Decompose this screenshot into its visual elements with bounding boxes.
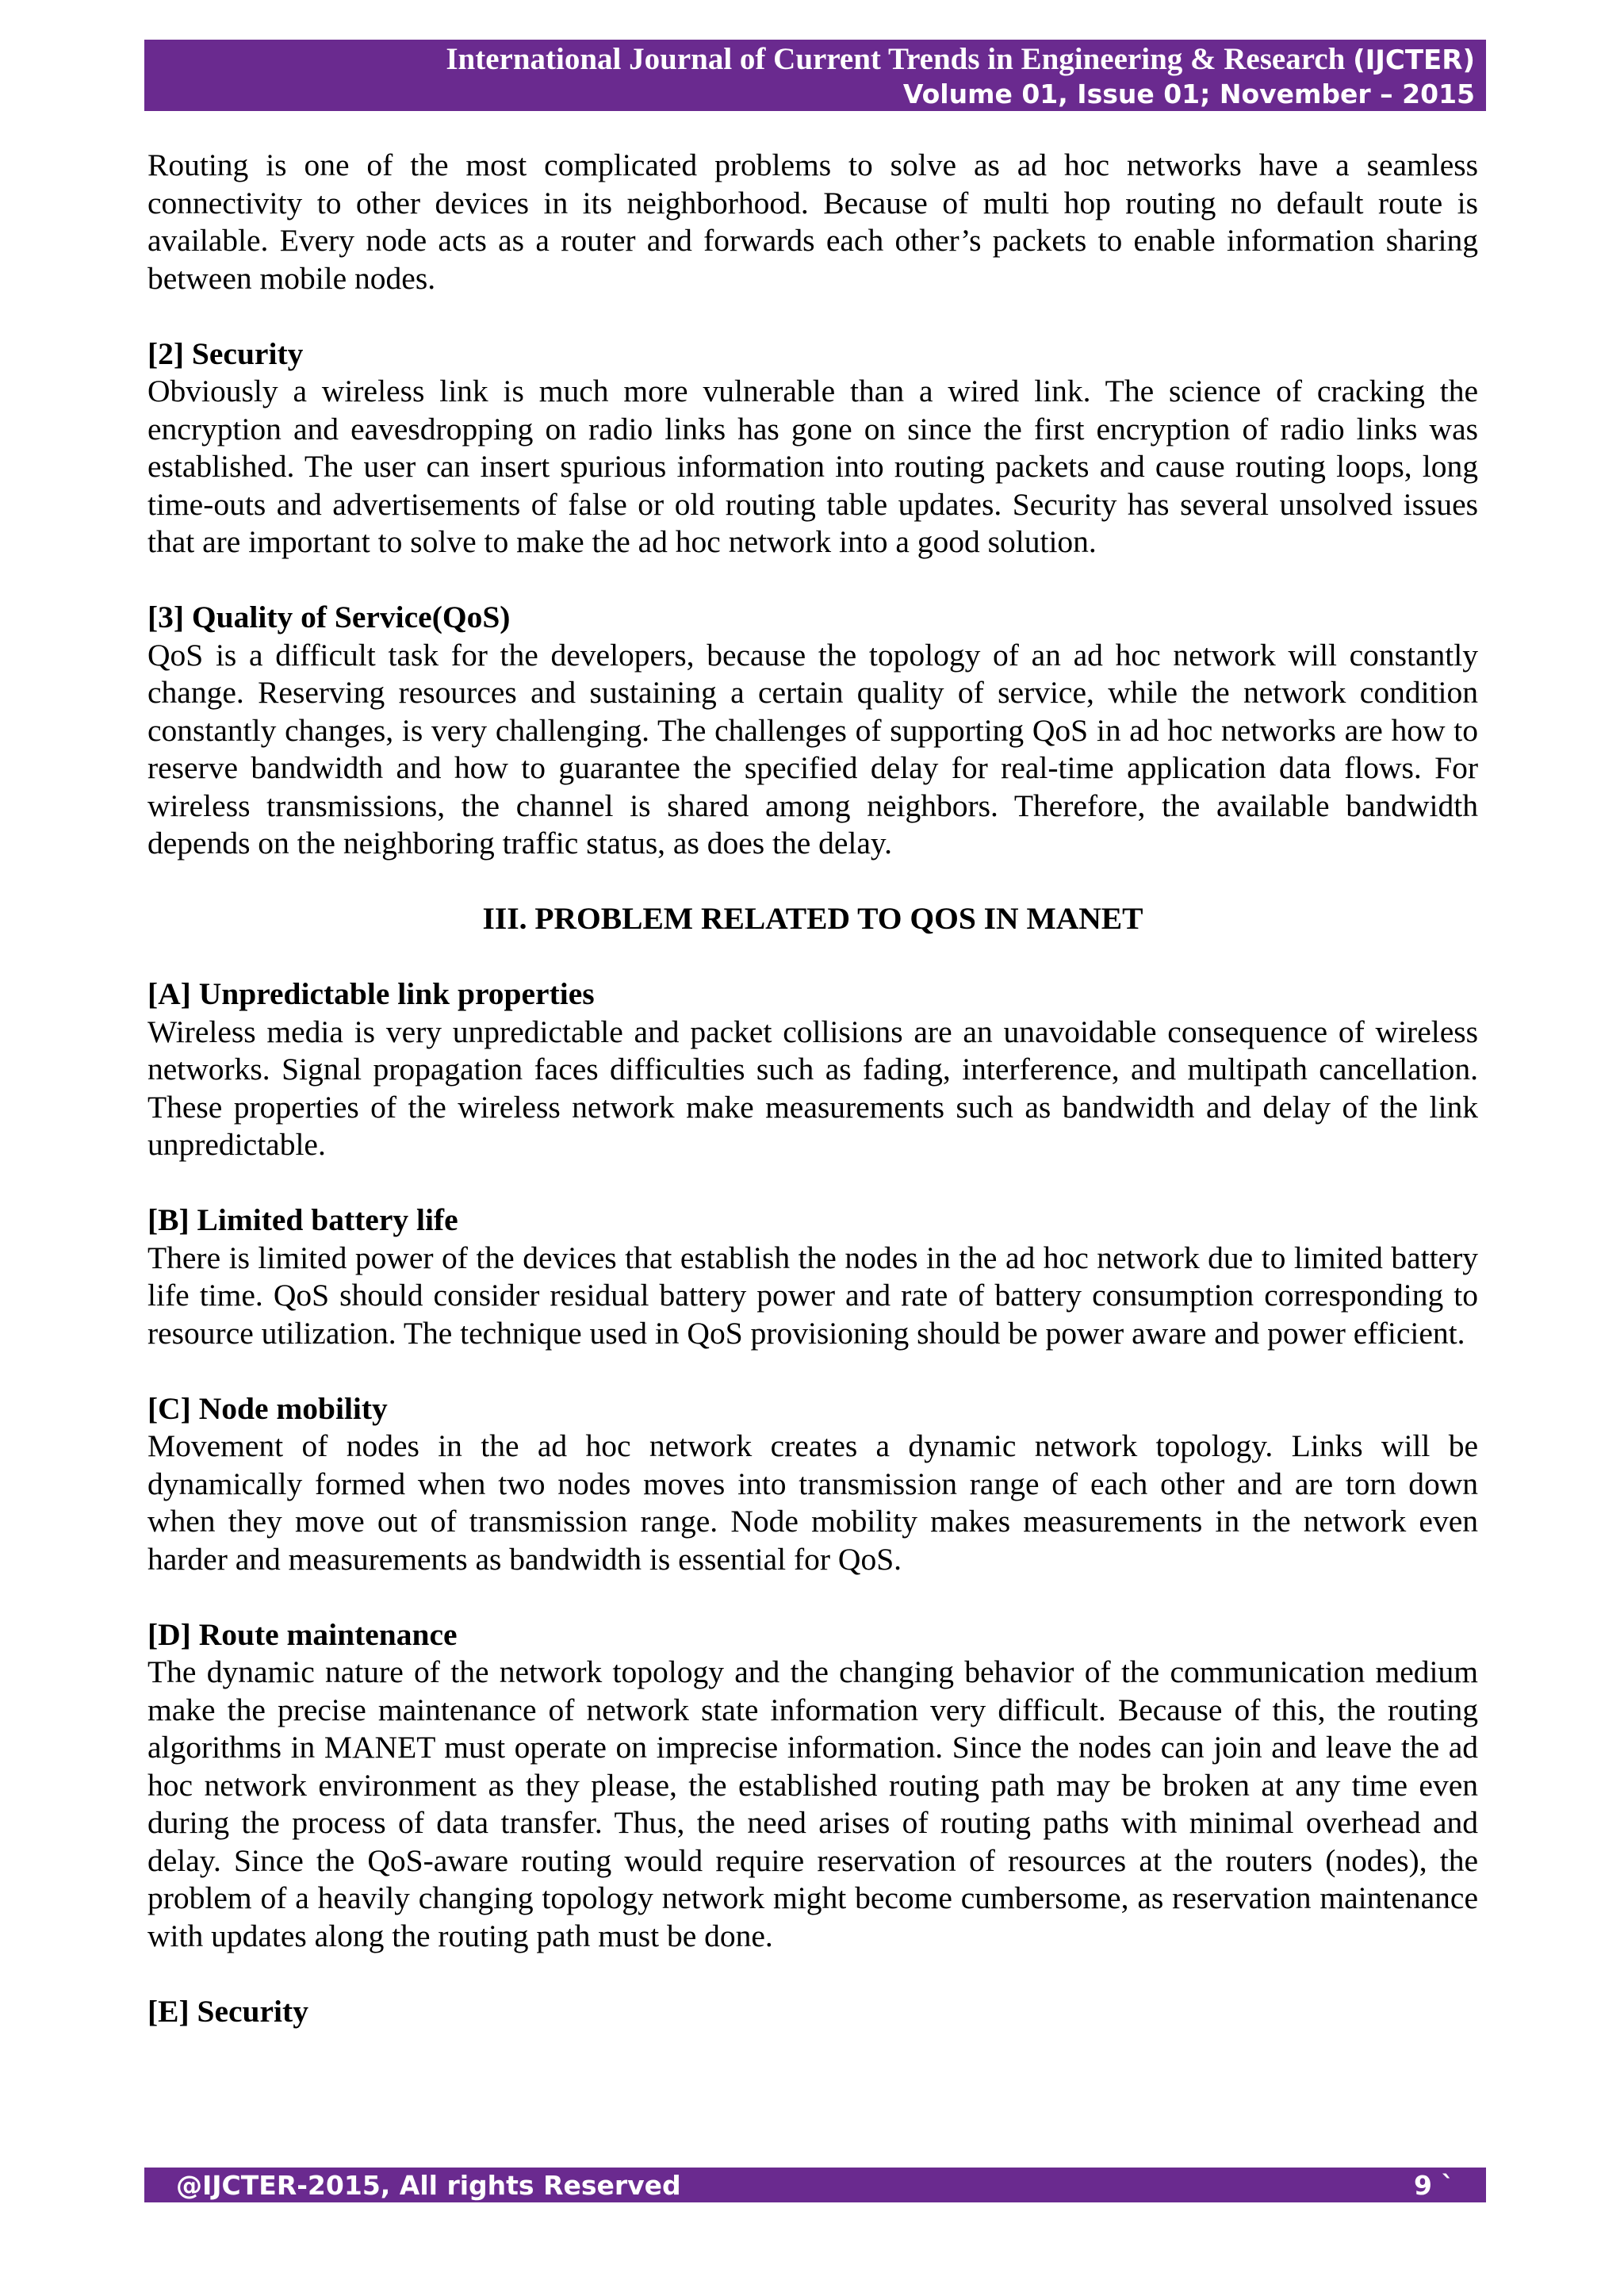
route-maintenance-heading: [D] Route maintenance <box>147 1616 458 1652</box>
link-properties-heading: [A] Unpredictable link properties <box>147 976 595 1011</box>
intro-paragraph: Routing is one of the most complicated problems to solve as ad hoc networks have a seamless connectivity to other devices in its neighborhood. Because of multi hop routing no default route is available. Every node acts as a router and forwards each other’s packets to enable information sharing between mobile nodes. <box>147 148 1478 296</box>
journal-header <box>144 40 1486 111</box>
security-e-heading: [E] Security <box>147 1993 308 2029</box>
mobility-paragraph: Movement of nodes in the ad hoc network creates a dynamic network topology. Links will be dynamically formed when two nodes moves into transmission range of each other and are torn down when they move out of transmission range. Node mobility makes measurements in the network even harder and measurements as bandwidth is essential for QoS. <box>147 1428 1478 1577</box>
battery-paragraph: There is limited power of the devices that establish the nodes in the ad hoc network due to limited battery life time. QoS should consider residual battery power and rate of battery consumption corresponding to resource utilization. The technique used in QoS provisioning should be power aware and power efficient. <box>147 1240 1478 1351</box>
qos-paragraph: QoS is a difficult task for the developers, because the topology of an ad hoc network will constantly change. Reserving resources and sustaining a certain quality of service, while the network condition constantly changes, is very challenging. The challenges of supporting QoS in ad hoc networks are how to reserve bandwidth and how to guarantee the specified delay for real-time application data flows. For wireless transmissions, the channel is shared among neighbors. Therefore, the available bandwidth depends on the neighboring traffic status, as does the delay. <box>147 637 1478 861</box>
journal-name: International Journal of Current Trends in Engineering & Research <box>446 42 1346 76</box>
copyright-notice: @IJCTER-2015, All rights Reserved <box>176 2169 681 2201</box>
issue-info: Volume 01, Issue 01; November – 2015 <box>902 79 1475 109</box>
page-number: 9 ` <box>1414 2169 1454 2201</box>
security-paragraph: Obviously a wireless link is much more vulnerable than a wired link. The science of cracking the encryption and eavesdropping on radio links has gone on since the first encryption of radio links was established. The user can insert spurious information into routing packets and cause routing loops, long time-outs and advertisements of false or old routing table updates. Security has several unsolved issues that are important to solve to make the ad hoc network into a good solution. <box>147 374 1478 559</box>
mobility-heading: [C] Node mobility <box>147 1390 388 1426</box>
route-maintenance-paragraph: The dynamic nature of the network topology and the changing behavior of the communication medium make the precise maintenance of network state information very difficult. Because of this, the routing algorithms in MANET must operate on imprecise information. Since the nodes can join and leave the ad hoc network environment as they please, the established routing path may be broken at any time even during the process of data transfer. Thus, the need arises of routing paths with minimal overhead and delay. Since the QoS-aware routing would require reservation of resources at the routers (nodes), the problem of a heavily changing topology network might become cumbersome, as reservation maintenance with updates along the routing path must be done. <box>147 1654 1478 1953</box>
link-properties-paragraph: Wireless media is very unpredictable and packet collisions are an unavoidable consequence of wireless networks. Signal propagation faces difficulties such as fading, interference, and multipath cancellation. These properties of the wireless network make measurements such as bandwidth and delay of the link unpredictable. <box>147 1014 1478 1162</box>
journal-title-line <box>155 41 1475 79</box>
security-heading: [2] Security <box>147 335 304 371</box>
battery-heading: [B] Limited battery life <box>147 1202 458 1237</box>
article-body <box>147 147 1478 2030</box>
section-title: III. PROBLEM RELATED TO QOS IN MANET <box>482 901 1143 936</box>
journal-abbreviation: (IJCTER) <box>1353 44 1475 76</box>
journal-footer <box>144 2168 1486 2202</box>
qos-heading: [3] Quality of Service(QoS) <box>147 600 511 634</box>
